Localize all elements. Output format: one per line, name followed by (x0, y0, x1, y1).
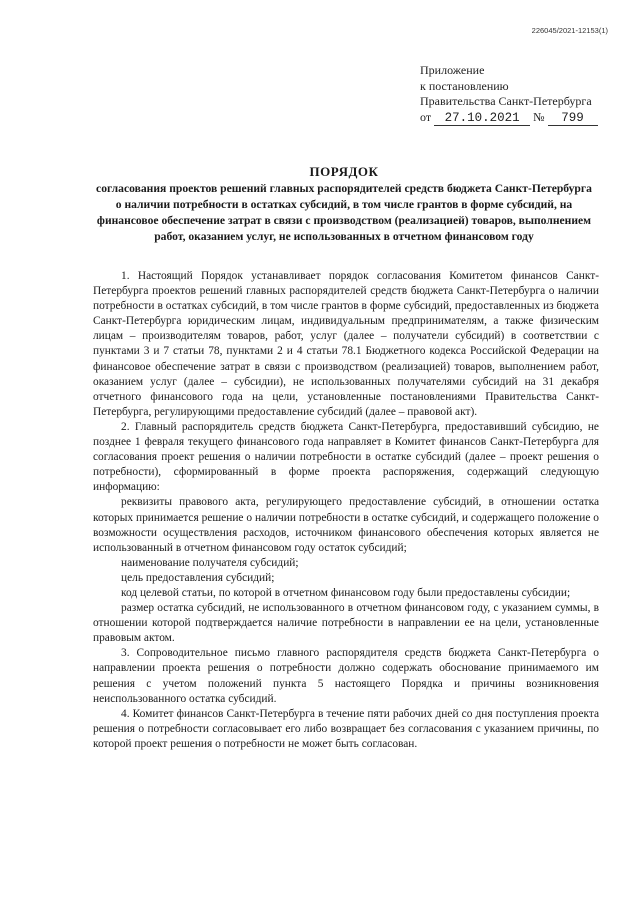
paragraph-2-item-legal-act: реквизиты правового акта, регулирующего предоставление субсидий, в отношении остатка которых принимается решение о наличии потребности в остатке субсидий, и содержащего положение о возможности осуществления расходов, источником финансового обеспечения которых является не использованный в отчетном финансовом году остаток субсидий; (93, 496, 599, 554)
paragraph-1: 1. Настоящий Порядок устанавливает порядок согласования Комитетом финансов Санкт-Петербурга проектов решений главных распорядителей средств бюджета Санкт-Петербурга о наличии потребности в остатках субсидий, в том числе грантов в форме субсидий, предоставленных из бюджета Санкт-Петербурга юридическим лицам, индивидуальным предпринимателям, а также физическим лицам – производителям товаров, работ, услуг (далее – получатели субсидий) в соответствии с пунктами 3 и 7 статьи 78, пунктами 2 и 4 статьи 78.1 Бюджетного кодекса Российской Федерации на финансовое обеспечение затрат в связи с производством (реализацией) товаров, выполнением работ, оказанием услуг (далее – субсидии), не использованных получателями субсидий на 31 декабря отчетного финансового года на цели, установленные постановлениями Правительства Санкт-Петербурга, регулирующими предоставление субсидий (далее – правовой акт). (93, 270, 599, 418)
appendix-line-2: к постановлению (420, 78, 509, 93)
appendix-line-1: Приложение (420, 63, 485, 77)
paragraph-2-item-code: код целевой статьи, по которой в отчетном финансовом году были предоставлены субсидии; (121, 586, 571, 599)
paragraph-2-item-recipient: наименование получателя субсидий; (121, 556, 299, 569)
appendix-line-3: Правительства Санкт-Петербурга (420, 94, 592, 108)
appendix-block (420, 63, 598, 126)
paragraph-3: 3. Сопроводительное письмо главного распорядителя средств бюджета Санкт-Петербурга о направлении проекта решения о потребности должно содержать обоснование принимаемого им решения с учетом положений пункта 5 настоящего Порядка и причины возникновения неиспользованного остатка субсидий. (93, 647, 599, 705)
document-subtitle: согласования проектов решений главных распорядителей средств бюджета Санкт-Петербурга о наличии потребности в остатках субсидий, в том числе грантов в форме субсидий, на финансовое обеспечение затрат в связи с производством (реализацией) товаров, выполнением работ, оказанием услуг, не использованных в отчетном финансовом году (96, 182, 592, 243)
appendix-date-number-line (420, 110, 598, 126)
resolution-number: 799 (548, 112, 598, 126)
document-body (93, 269, 599, 752)
paragraph-2: 2. Главный распорядитель средств бюджета Санкт-Петербурга, предоставивший субсидию, не позднее 1 февраля текущего финансового года направляет в Комитет финансов Санкт-Петербурга для согласования проект решения о наличии потребности в остатке субсидий (далее – проект решения о потребности), сформированный в форме проекта распоряжения, содержащий следующую информацию: (93, 420, 599, 494)
document-title: ПОРЯДОК (309, 164, 379, 179)
paragraph-2-item-purpose: цель предоставления субсидий; (121, 571, 275, 584)
resolution-date: 27.10.2021 (434, 112, 530, 126)
document-registration-number: 226045/2021-12153(1) (531, 26, 608, 35)
number-label: № (533, 109, 545, 124)
from-label: от (420, 109, 432, 124)
document-heading (96, 164, 592, 245)
paragraph-2-item-amount: размер остатка субсидий, не использованного в отчетном финансовом году, с указанием суммы, в отношении которой подтверждается наличие потребности в направлении ее на цели, установленные правовым актом. (93, 602, 599, 645)
paragraph-4: 4. Комитет финансов Санкт-Петербурга в течение пяти рабочих дней со дня поступления проекта решения о потребности согласовывает его либо возвращает без согласования с указанием причины, по которой проект решения о потребности не может быть согласован. (93, 707, 599, 750)
